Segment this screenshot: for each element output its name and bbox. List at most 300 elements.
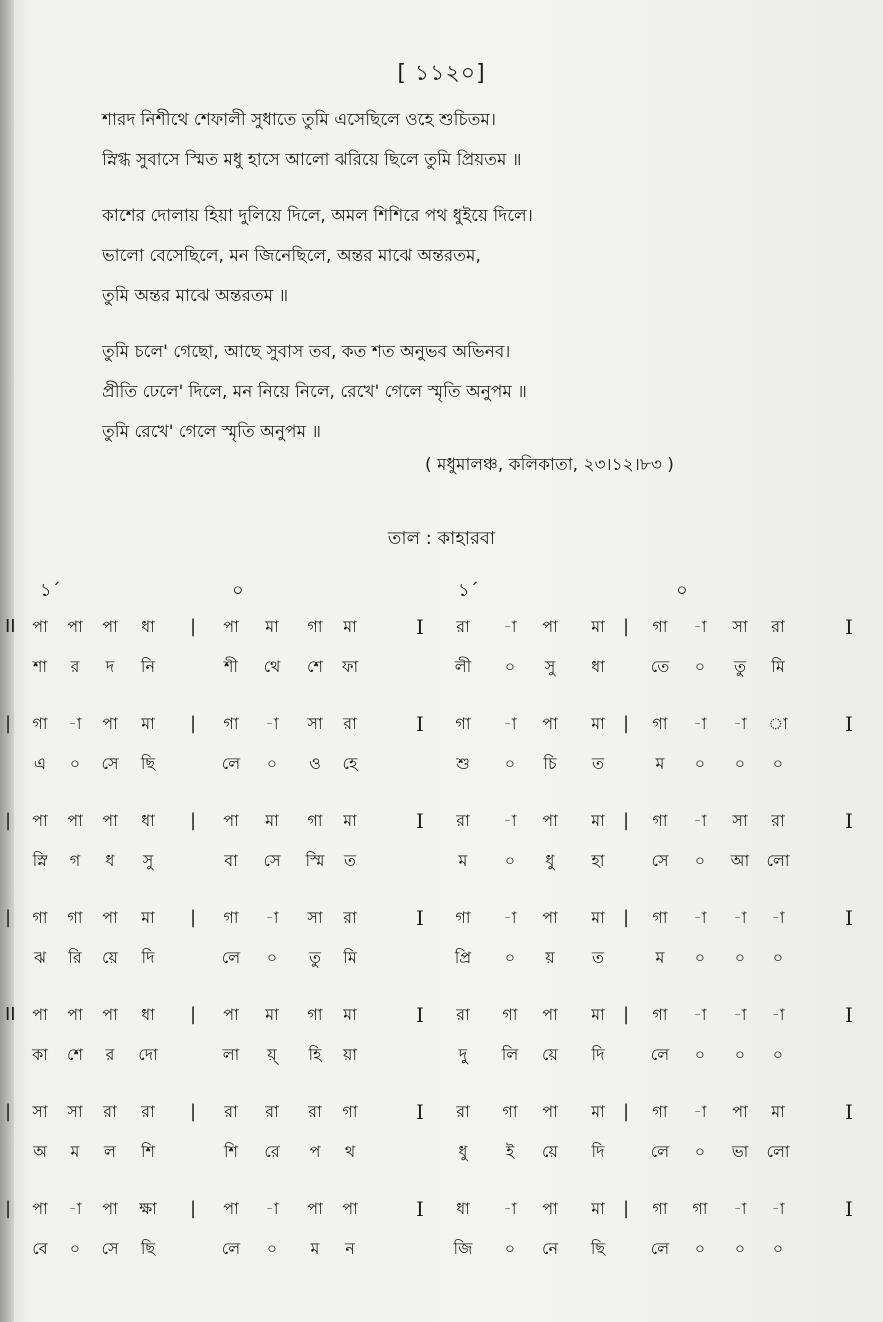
swara-note: পা [67,1005,83,1024]
section-bar: I [845,1197,853,1221]
lyric-syllable: লে [650,1142,670,1161]
swara-line [0,1000,883,1030]
lyric-syllable: ভা [731,1142,749,1161]
lyric-syllable: থ [344,1142,356,1161]
syllable-line [0,846,883,876]
lyric-syllable: তু [308,948,321,967]
lyric-line: প্রীতি ঢেলে' দিলে, মন নিয়ে নিলে, রেখে' গেলে স্মৃতি অনুপম ॥ [102,382,527,402]
tala-heading: তাল : কাহারবা [387,528,496,549]
lyric-syllable: ত [343,851,356,870]
lyric-syllable: ০ [504,657,516,676]
lyric-syllable: গ [69,851,81,870]
lyric-syllable: য়ে [102,948,118,967]
lyric-syllable: স্মি [305,851,325,870]
swara-note: -া [733,1005,747,1024]
lyric-syllable: লে [650,1045,670,1064]
swara-note: -া [771,908,785,927]
swara-note: মা [591,908,605,927]
swara-note: রা [456,811,470,830]
swara-note: মা [591,714,605,733]
swara-note: গা [652,617,668,636]
lyric-syllable: ০ [772,1045,784,1064]
beat-marks [0,576,883,606]
notation-row [0,806,883,903]
lyric-syllable: ০ [694,1239,706,1258]
lyric-syllable: সে [263,851,281,870]
swara-note: -া [503,1199,517,1218]
lyric-syllable: তে [650,657,670,676]
swara-note: -া [503,617,517,636]
beat-bar: | [623,907,630,928]
swara-note: গা [223,714,239,733]
lyric-syllable: লি [501,1045,519,1064]
swara-note: পা [102,1005,118,1024]
lyric-syllable: ০ [69,754,81,773]
beat-mark: ১´ [40,580,61,601]
lyric-syllable: জি [453,1239,473,1258]
swara-note: পা [542,714,558,733]
beat-bar: | [190,907,197,928]
swara-note: -া [693,1005,707,1024]
lyric-syllable: লে [650,1239,670,1258]
lyric-syllable: ০ [734,754,746,773]
lyric-syllable: ০ [694,948,706,967]
swara-note: ধা [456,1199,470,1218]
swara-note: গা [652,811,668,830]
swara-note: া [768,714,788,733]
swara-note: মা [591,811,605,830]
swara-note: পা [32,617,48,636]
swara-note: পা [307,1199,323,1218]
lyric-syllable: ০ [69,1239,81,1258]
swara-note: সা [732,617,748,636]
lyric-syllable: দু [458,1045,468,1064]
section-bar: I [845,1100,853,1124]
beat-bar: | [623,713,630,734]
notation-row [0,612,883,709]
start-bar: | [5,1101,12,1122]
section-bar: I [845,906,853,930]
lyric-line: শারদ নিশীথে শেফালী সুধাতে তুমি এসেছিলে ওহে শুচিতম। [102,110,496,130]
beat-bar: | [190,1101,197,1122]
swara-note: পা [102,1199,118,1218]
swara-note: পা [102,908,118,927]
lyric-syllable: ছি [140,754,156,773]
lyric-syllable: ফা [341,657,359,676]
lyric-syllable: ছি [140,1239,156,1258]
lyric-syllable: দি [591,1045,605,1064]
lyric-syllable: হি [308,1045,322,1064]
lyric-syllable: ০ [504,851,516,870]
swara-note: রা [308,1102,322,1121]
swara-note: রা [224,1102,238,1121]
section-bar: I [416,809,424,833]
swara-note: -া [733,714,747,733]
swara-line [0,709,883,739]
swara-note: পা [67,811,83,830]
lyric-syllable: সু [544,657,556,676]
swara-note: -া [693,811,707,830]
lyric-syllable: লী [454,657,472,676]
swara-note: গা [307,811,323,830]
swara-note: -া [265,1199,279,1218]
swara-line [0,903,883,933]
stanza-1 [102,100,802,180]
swara-note: পা [542,1005,558,1024]
swara-note: গা [307,617,323,636]
lyric-syllable: ০ [772,1239,784,1258]
swara-line [0,612,883,642]
swara-note: রা [771,617,785,636]
swara-note: -া [503,811,517,830]
lyric-syllable: স্নি [32,851,48,870]
swara-note: গা [32,908,48,927]
swara-note: মা [591,1005,605,1024]
lyric-syllable: র [105,1045,115,1064]
lyric-syllable: অ [33,1142,47,1161]
lyric-syllable: ম [655,948,665,967]
swara-note: -া [68,714,82,733]
swara-note: পা [32,1199,48,1218]
swara-note: মা [771,1102,785,1121]
swara-note: -া [503,908,517,927]
lyric-syllable: সে [651,851,669,870]
page-number: [ ১১২০] [397,61,486,86]
beat-mark: ০ [232,580,244,601]
lyric-line: তুমি রেখে' গেলে স্মৃতি অনুপম ॥ [102,422,322,442]
beat-bar: | [190,1004,197,1025]
lyric-syllable: শি [223,1142,239,1161]
swara-note: -া [265,714,279,733]
lyric-syllable: শু [456,754,470,773]
composition-credit: ( মধুমালঞ্চ, কলিকাতা, ২৩।১২।৮৩ ) [425,455,674,475]
swara-note: -া [68,1199,82,1218]
swara-note: -া [733,1199,747,1218]
lyric-syllable: লো [766,1142,790,1161]
syllable-line [0,749,883,779]
lyric-syllable: র [70,657,80,676]
swara-note: পা [542,908,558,927]
swara-note: রা [141,1102,155,1121]
lyric-syllable: ০ [772,948,784,967]
start-bar: II [5,616,16,637]
swara-note: রা [343,714,357,733]
start-bar: | [5,713,12,734]
lyric-syllable: ০ [734,1239,746,1258]
swara-note: সা [307,908,323,927]
notation-row [0,1097,883,1194]
swara-line [0,1097,883,1127]
swara-note: পা [223,1199,239,1218]
lyric-syllable: ল [104,1142,116,1161]
beat-bar: | [190,616,197,637]
swara-note: -া [693,908,707,927]
start-bar: | [5,907,12,928]
swara-note: গা [223,908,239,927]
lyric-syllable: ধা [591,657,605,676]
lyric-syllable: লে [221,948,241,967]
lyric-syllable: শে [307,657,323,676]
section-bar: I [845,1003,853,1027]
lyric-syllable: ও [309,754,321,773]
swara-note: মা [591,617,605,636]
lyric-syllable: আ [730,851,750,870]
lyric-syllable: মি [771,657,785,676]
syllable-line [0,1137,883,1167]
syllable-line [0,1234,883,1264]
lyric-syllable: ০ [694,657,706,676]
swara-note: -া [265,908,279,927]
swara-note: সা [732,811,748,830]
swara-note: গা [502,1005,518,1024]
swara-note: রা [343,908,357,927]
swara-note: গা [32,714,48,733]
swara-note: মা [343,1005,357,1024]
section-bar: I [845,809,853,833]
lyric-syllable: ই [505,1142,515,1161]
swara-note: পা [67,617,83,636]
swara-note: গা [692,1199,708,1218]
beat-bar: | [190,1198,197,1219]
start-bar: | [5,810,12,831]
swara-note: রা [456,1005,470,1024]
swara-note: -া [693,714,707,733]
swara-note: পা [102,714,118,733]
swara-note: পা [223,617,239,636]
lyric-syllable: য়্ [267,1045,277,1064]
notation-table [0,612,883,1291]
swara-line [0,1194,883,1224]
section-bar: I [416,1100,424,1124]
swara-note: গা [652,908,668,927]
swara-note: পা [732,1102,748,1121]
swara-note: মা [265,617,279,636]
lyric-syllable: এ [33,754,47,773]
swara-note: মা [343,811,357,830]
swara-note: মা [265,1005,279,1024]
lyric-syllable: ০ [266,1239,278,1258]
section-bar: I [416,906,424,930]
lyric-syllable: য় [545,948,555,967]
swara-note: -া [771,1005,785,1024]
swara-note: সা [67,1102,83,1121]
lyric-syllable: য়া [342,1045,358,1064]
swara-note: মা [265,811,279,830]
swara-note: ধা [141,617,155,636]
beat-bar: | [623,1198,630,1219]
lyric-syllable: তু [733,657,746,676]
lyric-syllable: ধু [545,851,555,870]
lyric-syllable: ০ [772,754,784,773]
swara-note: পা [32,811,48,830]
lyrics [102,100,802,468]
swara-note: সা [307,714,323,733]
lyric-syllable: সে [101,754,119,773]
swara-note: পা [542,1199,558,1218]
lyric-line: স্নিগ্ধ সুবাসে স্মিত মধু হাসে আলো ঝরিয়ে ছিলে তুমি প্রিয়তম ॥ [102,150,522,170]
swara-note: মা [591,1199,605,1218]
lyric-syllable: ঝ [33,948,47,967]
lyric-syllable: ০ [504,1239,516,1258]
swara-note: পা [342,1199,358,1218]
beat-mark: ১´ [458,580,479,601]
swara-note: পা [102,811,118,830]
section-bar: I [416,615,424,639]
lyric-syllable: ছি [590,1239,606,1258]
lyric-syllable: দি [591,1142,605,1161]
lyric-syllable: ০ [266,948,278,967]
lyric-syllable: দো [138,1045,158,1064]
lyric-syllable: দ [105,657,115,676]
lyric-line: তুমি চলে' গেছো, আছে সুবাস তব, কত শত অনুভব অভিনব। [102,342,511,362]
lyric-syllable: চি [543,754,557,773]
swara-note: মা [343,617,357,636]
lyric-syllable: ০ [694,1045,706,1064]
lyric-syllable: প্রি [454,948,472,967]
beat-bar: | [623,810,630,831]
lyric-syllable: লে [221,1239,241,1258]
swara-note: গা [652,1102,668,1121]
start-bar: | [5,1198,12,1219]
lyric-syllable: হে [342,754,358,773]
swara-note: রা [456,617,470,636]
lyric-syllable: কা [32,1045,48,1064]
swara-note: -া [733,908,747,927]
lyric-syllable: প [309,1142,321,1161]
lyric-syllable: ০ [694,754,706,773]
stanza-2 [102,196,802,316]
lyric-syllable: দি [141,948,155,967]
swara-note: ধা [141,811,155,830]
swara-note: ক্ষা [139,1199,157,1218]
lyric-syllable: ০ [504,948,516,967]
notation-row [0,903,883,1000]
swara-note: মা [141,908,155,927]
swara-note: -া [693,1102,707,1121]
swara-note: রা [771,811,785,830]
swara-note: গা [652,1005,668,1024]
swara-note: পা [223,1005,239,1024]
beat-bar: | [190,713,197,734]
swara-note: পা [102,617,118,636]
section-bar: I [416,712,424,736]
stanza-3 [102,332,802,452]
lyric-syllable: শে [67,1045,83,1064]
beat-bar: | [623,1004,630,1025]
swara-note: পা [542,617,558,636]
lyric-syllable: শি [140,1142,156,1161]
swara-note: পা [32,1005,48,1024]
lyric-syllable: শী [223,657,239,676]
lyric-syllable: ম [655,754,665,773]
lyric-syllable: য়ে [542,1045,558,1064]
lyric-syllable: য়ে [542,1142,558,1161]
start-bar: II [5,1004,16,1025]
lyric-syllable: লো [766,851,790,870]
notation-row [0,709,883,806]
lyric-syllable: নে [541,1239,559,1258]
lyric-syllable: ০ [504,754,516,773]
swara-note: পা [223,811,239,830]
lyric-line: ভালো বেসেছিলে, মন জিনেছিলে, অন্তর মাঝে অন্তরতম, [102,246,481,266]
lyric-syllable: বা [224,851,238,870]
lyric-line: তুমি অন্তর মাঝে অন্তরতম ॥ [102,286,289,306]
notation-row [0,1194,883,1291]
lyric-syllable: ম [458,851,468,870]
lyric-syllable: ০ [734,1045,746,1064]
lyric-syllable: লে [221,754,241,773]
beat-bar: | [190,810,197,831]
lyric-syllable: ত [591,754,604,773]
lyric-syllable: হা [591,851,605,870]
lyric-syllable: সু [142,851,154,870]
lyric-syllable: ম [70,1142,80,1161]
lyric-syllable: সে [101,1239,119,1258]
swara-note: -া [771,1199,785,1218]
beat-mark: ০ [676,580,688,601]
lyric-syllable: ধ [105,851,115,870]
lyric-syllable: রি [68,948,82,967]
lyric-syllable: রে [264,1142,280,1161]
swara-note: -া [503,714,517,733]
swara-note: গা [307,1005,323,1024]
lyric-syllable: বে [32,1239,48,1258]
swara-note: গা [652,1199,668,1218]
lyric-syllable: ত [591,948,604,967]
section-bar: I [416,1197,424,1221]
swara-note: গা [455,908,471,927]
lyric-syllable: লা [222,1045,240,1064]
swara-note: গা [67,908,83,927]
swara-note: ধা [141,1005,155,1024]
swara-note: -া [693,617,707,636]
swara-note: মা [141,714,155,733]
swara-note: গা [455,714,471,733]
lyric-syllable: ০ [694,851,706,870]
lyric-line: কাশের দোলায় হিয়া দুলিয়ে দিলে, অমল শিশিরে পথ ধুইয়ে দিলে। [102,206,533,226]
lyric-syllable: ধু [458,1142,468,1161]
syllable-line [0,943,883,973]
swara-note: গা [502,1102,518,1121]
syllable-line [0,652,883,682]
swara-note: সা [32,1102,48,1121]
swara-note: রা [456,1102,470,1121]
section-bar: I [845,615,853,639]
swara-note: গা [652,714,668,733]
beat-bar: | [623,1101,630,1122]
swara-note: পা [542,1102,558,1121]
swara-note: গা [342,1102,358,1121]
lyric-syllable: মি [343,948,357,967]
lyric-syllable: থে [263,657,281,676]
lyric-syllable: নি [140,657,156,676]
lyric-syllable: ম [310,1239,320,1258]
lyric-syllable: ০ [266,754,278,773]
syllable-line [0,1040,883,1070]
swara-line [0,806,883,836]
section-bar: I [416,1003,424,1027]
lyric-syllable: ০ [734,948,746,967]
lyric-syllable: শা [32,657,48,676]
swara-note: পা [542,811,558,830]
lyric-syllable: ০ [694,1142,706,1161]
beat-bar: | [623,616,630,637]
lyric-syllable: ন [345,1239,355,1258]
swara-note: মা [591,1102,605,1121]
notation-row [0,1000,883,1097]
swara-note: রা [265,1102,279,1121]
swara-note: রা [103,1102,117,1121]
